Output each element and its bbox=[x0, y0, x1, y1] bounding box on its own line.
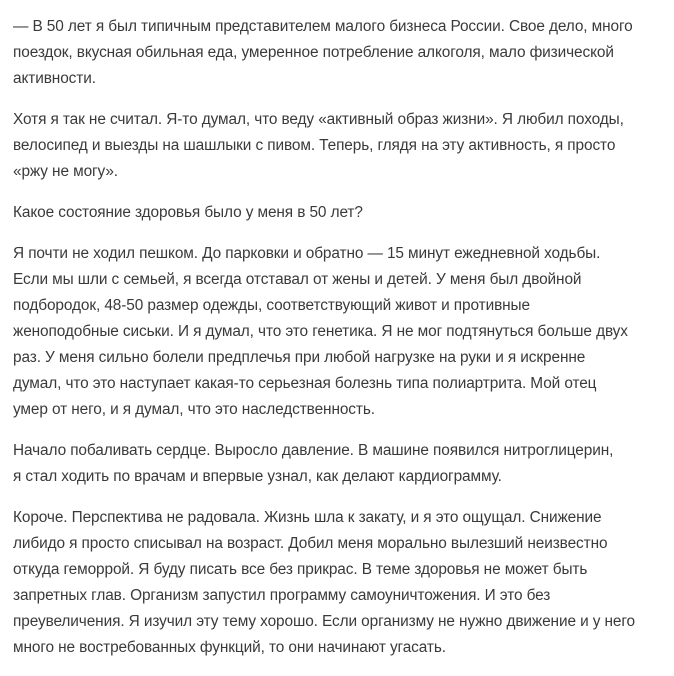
paragraph-conclusion bbox=[13, 505, 668, 661]
text-line: активности. bbox=[13, 70, 96, 87]
text-line: раз. У меня сильно болели предплечья при любой нагрузке на руки и я искренне bbox=[13, 349, 586, 366]
text-line: — В 50 лет я был типичным представителем малого бизнеса России. Свое дело, много bbox=[13, 18, 633, 35]
text-line: преувеличения. Я изучил эту тему хорошо. Если организму не нужно движение и у него bbox=[13, 613, 636, 630]
text-line: Хотя я так не считал. Я-то думал, что веду «активный образ жизни». Я любил походы, bbox=[13, 111, 624, 128]
text-line: либидо я просто списывал на возраст. Добил меня морально вылезший неизвестно bbox=[13, 535, 608, 552]
paragraph-active-lifestyle bbox=[13, 107, 668, 185]
article-body bbox=[13, 14, 668, 676]
text-line: я стал ходить по врачам и впервые узнал, как делают кардиограмму. bbox=[13, 468, 502, 485]
text-line: женоподобные сиськи. И я думал, что это генетика. Я не мог подтянуться больше двух bbox=[13, 323, 628, 340]
text-line: Какое состояние здоровья было у меня в 50 лет? bbox=[13, 204, 363, 221]
text-line: поездок, вкусная обильная еда, умеренное потребление алкоголя, мало физической bbox=[13, 44, 614, 61]
text-line: думал, что это наступает какая-то серьезная болезнь типа полиартрита. Мой отец bbox=[13, 375, 597, 392]
text-line: «ржу не могу». bbox=[13, 163, 118, 180]
text-line: Я почти не ходил пешком. До парковки и обратно — 15 минут ежедневной ходьбы. bbox=[13, 245, 601, 262]
text-line: Начало побаливать сердце. Выросло давление. В машине появился нитроглицерин, bbox=[13, 442, 614, 459]
text-line: Если мы шли с семьей, я всегда отставал от жены и детей. У меня был двойной bbox=[13, 271, 582, 288]
paragraph-intro bbox=[13, 14, 668, 92]
text-line: велосипед и выезды на шашлыки с пивом. Теперь, глядя на эту активность, я просто bbox=[13, 137, 616, 154]
text-line: откуда геморрой. Я буду писать все без прикрас. В теме здоровья не может быть bbox=[13, 561, 588, 578]
text-line: много не востребованных функций, то они начинают угасать. bbox=[13, 639, 446, 656]
paragraph-health-state bbox=[13, 241, 668, 423]
paragraph-heart bbox=[13, 438, 668, 490]
paragraph-question bbox=[13, 200, 668, 226]
text-line: Короче. Перспектива не радовала. Жизнь шла к закату, и я это ощущал. Снижение bbox=[13, 509, 602, 526]
text-line: запретных глав. Организм запустил программу самоуничтожения. И это без bbox=[13, 587, 551, 604]
text-line: умер от него, и я думал, что это наследственность. bbox=[13, 401, 375, 418]
text-line: подбородок, 48-50 размер одежды, соответствующий живот и противные bbox=[13, 297, 530, 314]
